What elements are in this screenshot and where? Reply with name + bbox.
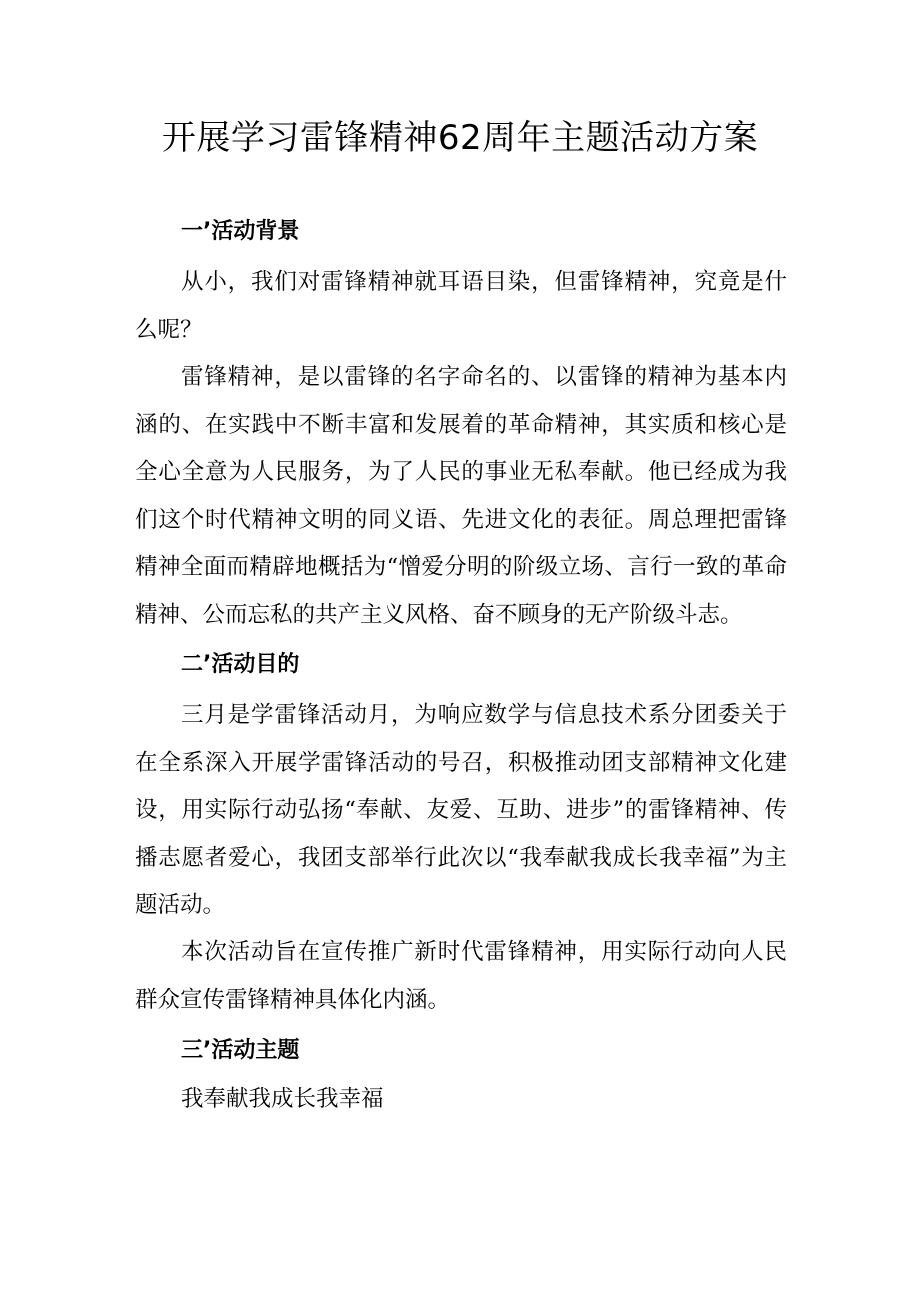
- paragraph-purpose-aim: 本次活动旨在宣传推广新时代雷锋精神，用实际行动向人民群众宣传雷锋精神具体化内涵。: [135, 939, 787, 1013]
- section-heading-background: 一’活动背景: [181, 219, 300, 244]
- section-heading-purpose: 二’活动目的: [181, 652, 300, 677]
- document-title: 开展学习雷锋精神62周年主题活动方案: [161, 118, 759, 158]
- paragraph-purpose-march: 三月是学雷锋活动月，为响应数学与信息技术系分团委关于在全系深入开展学雷锋活动的号召，积极推动团支部精神文化建设，用实际行动弘扬“奉献、友爱、互助、进步”的雷锋精神、传播志愿者爱心，我团支部举行此次以“我奉献我成长我幸福”为主题活动。: [135, 702, 787, 918]
- section-heading-theme: 三’活动主题: [181, 1038, 300, 1063]
- paragraph-lei-feng-spirit: 雷锋精神，是以雷锋的名字命名的、以雷锋的精神为基本内涵的、在实践中不断丰富和发展着的革命精神，其实质和核心是全心全意为人民服务，为了人民的事业无私奉献。他已经成为我们这个时代精神文明的同义语、先进文化的表征。周总理把雷锋精神全面而精辟地概括为“憎爱分明的阶级立场、言行一致的革命精神、公而忘私的共产主义风格、奋不顾身的无产阶级斗志。: [135, 364, 787, 628]
- paragraph-theme: 我奉献我成长我幸福: [181, 1086, 384, 1112]
- paragraph-background-intro: 从小，我们对雷锋精神就耳语目染，但雷锋精神，究竟是什么呢？: [135, 269, 787, 343]
